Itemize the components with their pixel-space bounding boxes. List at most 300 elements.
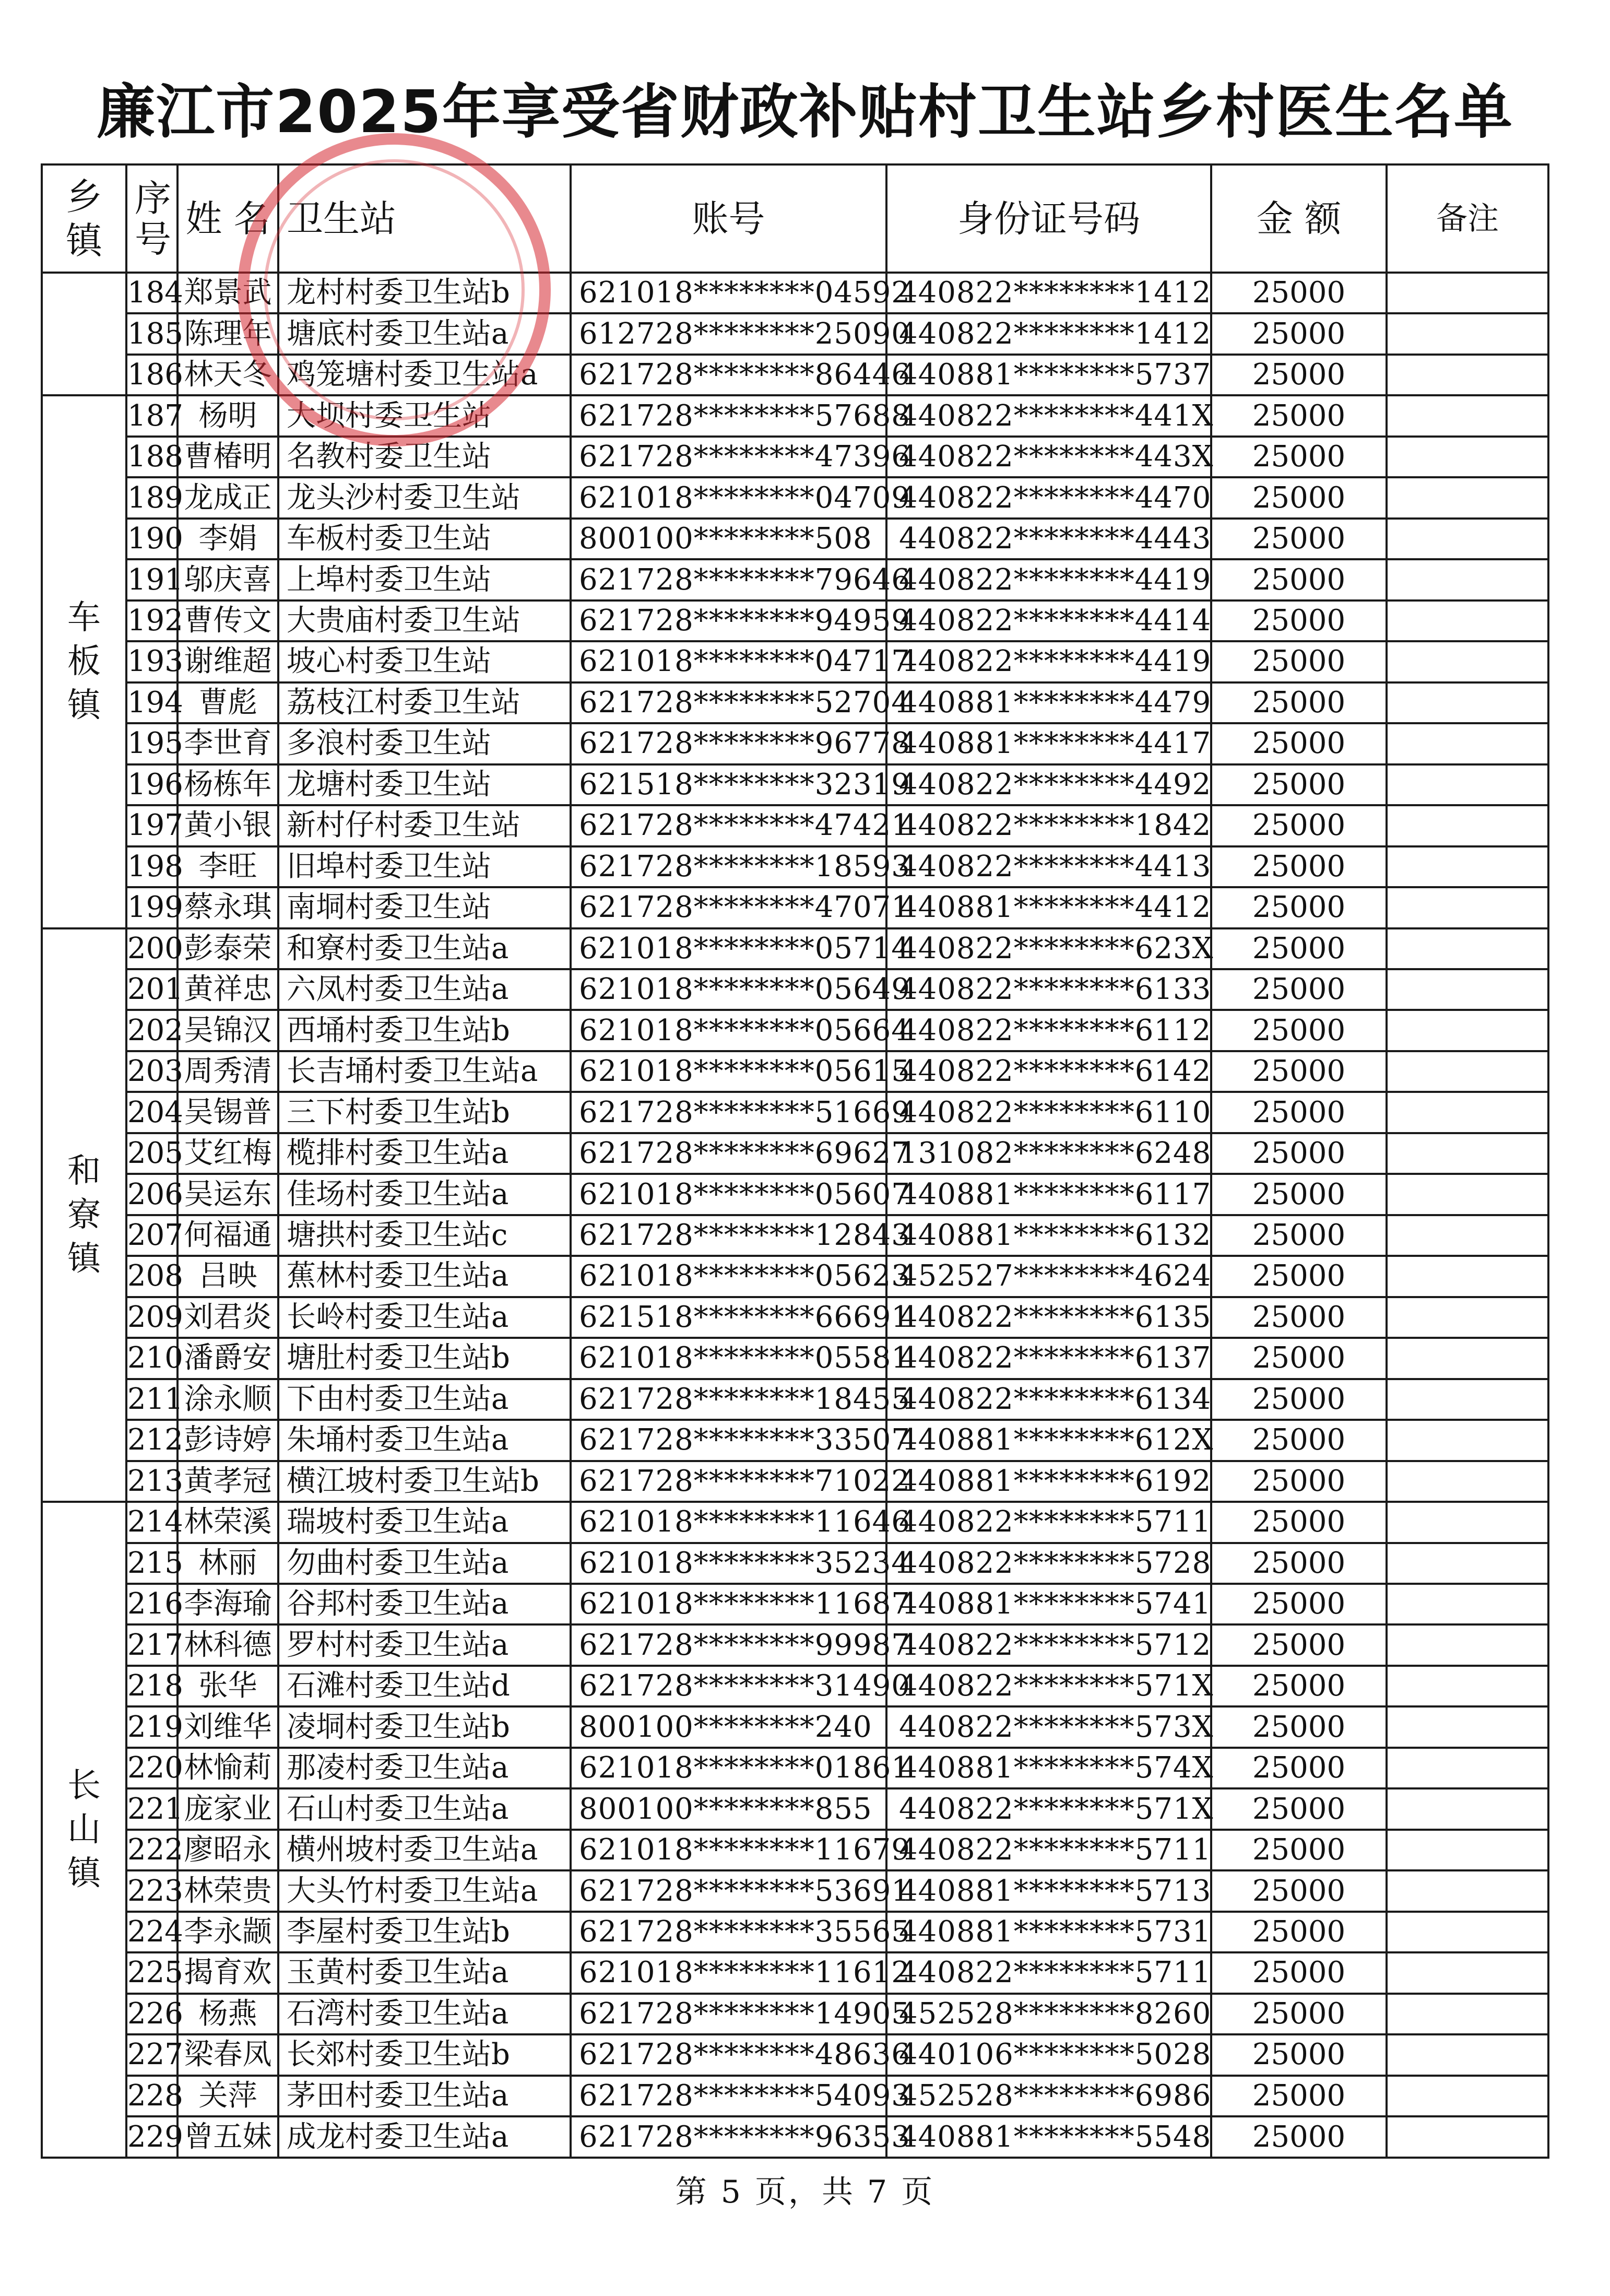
cell-seq: 213 (126, 1461, 177, 1502)
cell-station: 谷邦村委卫生站a (278, 1584, 571, 1624)
cell-amount: 25000 (1211, 1092, 1387, 1133)
cell-account: 621728********33507 (571, 1420, 886, 1461)
cell-station: 旧埠村委卫生站 (278, 846, 571, 887)
cell-account: 621018********05615 (571, 1051, 886, 1092)
cell-name: 彭泰荣 (177, 928, 278, 969)
cell-amount: 25000 (1211, 1420, 1387, 1461)
cell-seq: 209 (126, 1297, 177, 1338)
table-row (42, 1666, 1548, 1706)
table-row (42, 682, 1548, 723)
cell-account: 621728********35565 (571, 1912, 886, 1952)
cell-note (1387, 1788, 1548, 1829)
cell-id-number: 440822********443X (886, 437, 1211, 477)
cell-station: 石湾村委卫生站a (278, 1994, 571, 2034)
cell-account: 621728********47396 (571, 437, 886, 477)
cell-station: 凌垌村委卫生站b (278, 1706, 571, 1747)
cell-amount: 25000 (1211, 1584, 1387, 1624)
cell-name: 曹传文 (177, 601, 278, 641)
cell-amount: 25000 (1211, 1256, 1387, 1297)
cell-name: 林荣溪 (177, 1502, 278, 1543)
cell-id-number: 440881********6132 (886, 1215, 1211, 1256)
cell-note (1387, 682, 1548, 723)
cell-amount: 25000 (1211, 1133, 1387, 1174)
cell-station: 下由村委卫生站a (278, 1379, 571, 1420)
table-row (42, 1338, 1548, 1379)
cell-name: 刘君炎 (177, 1297, 278, 1338)
cell-amount: 25000 (1211, 519, 1387, 559)
table-row (42, 601, 1548, 641)
cell-note (1387, 1461, 1548, 1502)
cell-note (1387, 601, 1548, 641)
cell-id-number: 440881********6117 (886, 1174, 1211, 1215)
cell-account: 621018********04592 (571, 273, 886, 313)
table-row (42, 1952, 1548, 1993)
cell-name: 曾五妹 (177, 2116, 278, 2158)
cell-account: 621728********18593 (571, 846, 886, 887)
cell-seq: 228 (126, 2076, 177, 2116)
cell-amount: 25000 (1211, 2034, 1387, 2075)
cell-seq: 216 (126, 1584, 177, 1624)
cell-amount: 25000 (1211, 682, 1387, 723)
cell-seq: 215 (126, 1543, 177, 1584)
cell-station: 塘肚村委卫生站b (278, 1338, 571, 1379)
cell-amount: 25000 (1211, 1215, 1387, 1256)
cell-name: 黄祥忠 (177, 969, 278, 1010)
table-row (42, 1624, 1548, 1665)
cell-station: 长岭村委卫生站a (278, 1297, 571, 1338)
cell-id-number: 440822********1412 (886, 313, 1211, 354)
cell-seq: 186 (126, 355, 177, 395)
cell-account: 621018********05664 (571, 1010, 886, 1051)
cell-seq: 214 (126, 1502, 177, 1543)
cell-note (1387, 1748, 1548, 1788)
cell-station: 长吉埇村委卫生站a (278, 1051, 571, 1092)
cell-station: 龙头沙村委卫生站 (278, 477, 571, 518)
cell-id-number: 452527********4624 (886, 1256, 1211, 1297)
cell-note (1387, 1870, 1548, 1911)
cell-amount: 25000 (1211, 1543, 1387, 1584)
cell-note (1387, 1092, 1548, 1133)
cell-name: 何福通 (177, 1215, 278, 1256)
cell-note (1387, 2034, 1548, 2075)
table-row (42, 969, 1548, 1010)
cell-account: 621018********05649 (571, 969, 886, 1010)
cell-station: 和寮村委卫生站a (278, 928, 571, 969)
cell-station: 大贵庙村委卫生站 (278, 601, 571, 641)
cell-seq: 189 (126, 477, 177, 518)
cell-name: 谢维超 (177, 641, 278, 682)
cell-account: 621018********05581 (571, 1338, 886, 1379)
table-row (42, 273, 1548, 313)
table-row (42, 805, 1548, 846)
cell-station: 多浪村委卫生站 (278, 723, 571, 764)
cell-note (1387, 928, 1548, 969)
cell-note (1387, 1051, 1548, 1092)
roster-body (42, 273, 1548, 2158)
cell-id-number: 440881********4479 (886, 682, 1211, 723)
cell-amount: 25000 (1211, 1051, 1387, 1092)
cell-name: 曹椿明 (177, 437, 278, 477)
cell-id-number: 440822********4419 (886, 559, 1211, 600)
cell-town (42, 273, 126, 395)
cell-seq: 202 (126, 1010, 177, 1051)
cell-name: 郑景武 (177, 273, 278, 313)
cell-station: 长郊村委卫生站b (278, 2034, 571, 2075)
cell-name: 庞家业 (177, 1788, 278, 1829)
cell-note (1387, 1379, 1548, 1420)
cell-account: 621018********05714 (571, 928, 886, 969)
table-row (42, 1788, 1548, 1829)
cell-station: 六凤村委卫生站a (278, 969, 571, 1010)
cell-account: 621728********96778 (571, 723, 886, 764)
cell-seq: 210 (126, 1338, 177, 1379)
cell-note (1387, 1830, 1548, 1870)
cell-seq: 184 (126, 273, 177, 313)
cell-station: 新村仔村委卫生站 (278, 805, 571, 846)
table-row (42, 1706, 1548, 1747)
cell-station: 朱埇村委卫生站a (278, 1420, 571, 1461)
cell-station: 瑞坡村委卫生站a (278, 1502, 571, 1543)
cell-amount: 25000 (1211, 559, 1387, 600)
cell-note (1387, 2116, 1548, 2158)
cell-id-number: 440822********4470 (886, 477, 1211, 518)
cell-id-number: 440881********574X (886, 1748, 1211, 1788)
table-row (42, 519, 1548, 559)
table-header-row (42, 164, 1548, 273)
cell-note (1387, 395, 1548, 436)
table-row (42, 1584, 1548, 1624)
cell-id-number: 452528********8260 (886, 1994, 1211, 2034)
cell-amount: 25000 (1211, 1952, 1387, 1993)
cell-note (1387, 477, 1548, 518)
cell-amount: 25000 (1211, 395, 1387, 436)
cell-note (1387, 1666, 1548, 1706)
cell-town: 和寮镇 (42, 928, 126, 1502)
cell-note (1387, 723, 1548, 764)
cell-account: 621728********48636 (571, 2034, 886, 2075)
cell-note (1387, 2076, 1548, 2116)
cell-station: 罗村村委卫生站a (278, 1624, 571, 1665)
cell-seq: 195 (126, 723, 177, 764)
cell-name: 梁春凤 (177, 2034, 278, 2075)
cell-id-number: 440881********612X (886, 1420, 1211, 1461)
cell-station: 鸡笼塘村委卫生站a (278, 355, 571, 395)
cell-id-number: 440881********5741 (886, 1584, 1211, 1624)
cell-account: 621728********47071 (571, 887, 886, 928)
cell-name: 涂永顺 (177, 1379, 278, 1420)
cell-note (1387, 1338, 1548, 1379)
cell-station: 李屋村委卫生站b (278, 1912, 571, 1952)
cell-seq: 201 (126, 969, 177, 1010)
cell-name: 吴锦汉 (177, 1010, 278, 1051)
cell-seq: 204 (126, 1092, 177, 1133)
cell-id-number: 440881********5737 (886, 355, 1211, 395)
cell-account: 621728********52704 (571, 682, 886, 723)
table-row (42, 1830, 1548, 1870)
cell-id-number: 440822********441X (886, 395, 1211, 436)
cell-account: 800100********855 (571, 1788, 886, 1829)
cell-id-number: 440822********6110 (886, 1092, 1211, 1133)
cell-seq: 203 (126, 1051, 177, 1092)
cell-amount: 25000 (1211, 641, 1387, 682)
cell-note (1387, 846, 1548, 887)
cell-name: 周秀清 (177, 1051, 278, 1092)
cell-station: 塘拱村委卫生站c (278, 1215, 571, 1256)
cell-station: 大坝村委卫生站 (278, 395, 571, 436)
cell-id-number: 440822********5711 (886, 1952, 1211, 1993)
cell-amount: 25000 (1211, 1502, 1387, 1543)
cell-name: 廖昭永 (177, 1830, 278, 1870)
cell-seq: 187 (126, 395, 177, 436)
cell-id-number: 440822********5728 (886, 1543, 1211, 1584)
cell-amount: 25000 (1211, 2116, 1387, 2158)
cell-seq: 206 (126, 1174, 177, 1215)
table-row (42, 1461, 1548, 1502)
cell-name: 林愉莉 (177, 1748, 278, 1788)
cell-amount: 25000 (1211, 437, 1387, 477)
cell-account: 621518********32319 (571, 764, 886, 805)
cell-station: 茅田村委卫生站a (278, 2076, 571, 2116)
cell-note (1387, 313, 1548, 354)
cell-seq: 218 (126, 1666, 177, 1706)
cell-station: 南垌村委卫生站 (278, 887, 571, 928)
table-row (42, 1543, 1548, 1584)
cell-account: 800100********508 (571, 519, 886, 559)
cell-station: 上埠村委卫生站 (278, 559, 571, 600)
table-row (42, 313, 1548, 354)
cell-note (1387, 437, 1548, 477)
table-row (42, 1870, 1548, 1911)
cell-station: 蕉林村委卫生站a (278, 1256, 571, 1297)
cell-id-number: 440822********5712 (886, 1624, 1211, 1665)
cell-id-number: 440822********6134 (886, 1379, 1211, 1420)
table-row (42, 395, 1548, 436)
cell-station: 名教村委卫生站 (278, 437, 571, 477)
cell-station: 石山村委卫生站a (278, 1788, 571, 1829)
cell-name: 龙成正 (177, 477, 278, 518)
cell-account: 621728********31490 (571, 1666, 886, 1706)
cell-id-number: 440822********4413 (886, 846, 1211, 887)
cell-amount: 25000 (1211, 1338, 1387, 1379)
cell-name: 林丽 (177, 1543, 278, 1584)
cell-name: 黄小银 (177, 805, 278, 846)
cell-account: 621018********11646 (571, 1502, 886, 1543)
cell-seq: 199 (126, 887, 177, 928)
cell-amount: 25000 (1211, 1706, 1387, 1747)
cell-note (1387, 1502, 1548, 1543)
header-station: 卫生站 (278, 164, 571, 273)
cell-station: 成龙村委卫生站a (278, 2116, 571, 2158)
cell-account: 621728********99987 (571, 1624, 886, 1665)
cell-name: 林科德 (177, 1624, 278, 1665)
cell-amount: 25000 (1211, 1174, 1387, 1215)
cell-account: 612728********25090 (571, 313, 886, 354)
header-id-number: 身份证号码 (886, 164, 1211, 273)
cell-seq: 192 (126, 601, 177, 641)
cell-id-number: 440822********4443 (886, 519, 1211, 559)
cell-note (1387, 273, 1548, 313)
cell-amount: 25000 (1211, 2076, 1387, 2116)
cell-station: 西埇村委卫生站b (278, 1010, 571, 1051)
cell-id-number: 440822********1412 (886, 273, 1211, 313)
cell-amount: 25000 (1211, 1912, 1387, 1952)
cell-seq: 188 (126, 437, 177, 477)
cell-id-number: 440822********5711 (886, 1830, 1211, 1870)
cell-id-number: 440822********5711 (886, 1502, 1211, 1543)
cell-station: 佳场村委卫生站a (278, 1174, 571, 1215)
cell-seq: 193 (126, 641, 177, 682)
header-town: 乡镇 (42, 164, 126, 273)
cell-name: 黄孝冠 (177, 1461, 278, 1502)
cell-town: 长山镇 (42, 1502, 126, 2158)
cell-note (1387, 1994, 1548, 2034)
cell-id-number: 440822********4414 (886, 601, 1211, 641)
cell-amount: 25000 (1211, 273, 1387, 313)
cell-station: 勿曲村委卫生站a (278, 1543, 571, 1584)
cell-seq: 225 (126, 1952, 177, 1993)
document-title: 廉江市2025年享受省财政补贴村卫生站乡村医生名单 (97, 78, 1513, 146)
page-number-footer: 第 5 页，共 7 页 (675, 2174, 935, 2210)
doctor-roster-table (41, 163, 1549, 2159)
cell-seq: 185 (126, 313, 177, 354)
cell-name: 潘爵安 (177, 1338, 278, 1379)
cell-name: 林天冬 (177, 355, 278, 395)
cell-name: 吴运东 (177, 1174, 278, 1215)
table-row (42, 2116, 1548, 2158)
cell-id-number: 452528********6986 (886, 2076, 1211, 2116)
cell-note (1387, 559, 1548, 600)
cell-seq: 227 (126, 2034, 177, 2075)
cell-note (1387, 887, 1548, 928)
cell-amount: 25000 (1211, 1830, 1387, 1870)
cell-amount: 25000 (1211, 1010, 1387, 1051)
table-row (42, 355, 1548, 395)
cell-id-number: 440881********5548 (886, 2116, 1211, 2158)
cell-seq: 205 (126, 1133, 177, 1174)
cell-amount: 25000 (1211, 1624, 1387, 1665)
cell-name: 张华 (177, 1666, 278, 1706)
cell-name: 邬庆喜 (177, 559, 278, 600)
cell-amount: 25000 (1211, 601, 1387, 641)
cell-note (1387, 1952, 1548, 1993)
table-row (42, 641, 1548, 682)
cell-station: 那凌村委卫生站a (278, 1748, 571, 1788)
cell-station: 塘底村委卫生站a (278, 313, 571, 354)
cell-account: 621728********69627 (571, 1133, 886, 1174)
cell-account: 621728********94959 (571, 601, 886, 641)
table-row (42, 1051, 1548, 1092)
cell-account: 621728********96353 (571, 2116, 886, 2158)
cell-account: 621728********51669 (571, 1092, 886, 1133)
cell-station: 横江坡村委卫生站b (278, 1461, 571, 1502)
cell-amount: 25000 (1211, 355, 1387, 395)
cell-amount: 25000 (1211, 846, 1387, 887)
cell-account: 621728********57688 (571, 395, 886, 436)
cell-amount: 25000 (1211, 313, 1387, 354)
header-note: 备注 (1387, 164, 1548, 273)
cell-account: 621518********66691 (571, 1297, 886, 1338)
cell-amount: 25000 (1211, 477, 1387, 518)
table-row (42, 764, 1548, 805)
cell-name: 李娟 (177, 519, 278, 559)
cell-account: 621018********05623 (571, 1256, 886, 1297)
cell-seq: 190 (126, 519, 177, 559)
table-row (42, 723, 1548, 764)
cell-amount: 25000 (1211, 1461, 1387, 1502)
table-row (42, 2076, 1548, 2116)
cell-seq: 207 (126, 1215, 177, 1256)
cell-amount: 25000 (1211, 1379, 1387, 1420)
cell-id-number: 440881********4417 (886, 723, 1211, 764)
table-row (42, 477, 1548, 518)
cell-note (1387, 1297, 1548, 1338)
cell-id-number: 440822********6135 (886, 1297, 1211, 1338)
cell-name: 吴锡普 (177, 1092, 278, 1133)
cell-amount: 25000 (1211, 1870, 1387, 1911)
cell-name: 李永颛 (177, 1912, 278, 1952)
cell-account: 621728********14905 (571, 1994, 886, 2034)
cell-note (1387, 1174, 1548, 1215)
cell-account: 621728********53691 (571, 1870, 886, 1911)
cell-account: 621728********18455 (571, 1379, 886, 1420)
table-row (42, 437, 1548, 477)
table-row (42, 1092, 1548, 1133)
cell-account: 621728********12843 (571, 1215, 886, 1256)
cell-id-number: 440822********4419 (886, 641, 1211, 682)
cell-seq: 217 (126, 1624, 177, 1665)
cell-seq: 200 (126, 928, 177, 969)
cell-id-number: 440881********5713 (886, 1870, 1211, 1911)
table-row (42, 1912, 1548, 1952)
cell-seq: 219 (126, 1706, 177, 1747)
cell-amount: 25000 (1211, 764, 1387, 805)
cell-account: 621018********11687 (571, 1584, 886, 1624)
cell-amount: 25000 (1211, 1994, 1387, 2034)
cell-amount: 25000 (1211, 1297, 1387, 1338)
table-row (42, 928, 1548, 969)
header-account: 账号 (571, 164, 886, 273)
cell-name: 杨燕 (177, 1994, 278, 2034)
cell-id-number: 131082********6248 (886, 1133, 1211, 1174)
cell-seq: 208 (126, 1256, 177, 1297)
cell-amount: 25000 (1211, 723, 1387, 764)
cell-note (1387, 1256, 1548, 1297)
cell-account: 621018********01861 (571, 1748, 886, 1788)
cell-name: 吕映 (177, 1256, 278, 1297)
cell-account: 800100********240 (571, 1706, 886, 1747)
cell-amount: 25000 (1211, 1748, 1387, 1788)
cell-note (1387, 805, 1548, 846)
cell-id-number: 440881********4412 (886, 887, 1211, 928)
cell-account: 621728********71022 (571, 1461, 886, 1502)
cell-name: 林荣贵 (177, 1870, 278, 1911)
cell-seq: 191 (126, 559, 177, 600)
cell-station: 横州坡村委卫生站a (278, 1830, 571, 1870)
cell-amount: 25000 (1211, 1666, 1387, 1706)
cell-id-number: 440822********6112 (886, 1010, 1211, 1051)
cell-name: 李世育 (177, 723, 278, 764)
table-row (42, 1010, 1548, 1051)
table-row (42, 1215, 1548, 1256)
cell-seq: 229 (126, 2116, 177, 2158)
table-row (42, 1174, 1548, 1215)
cell-account: 621018********35234 (571, 1543, 886, 1584)
cell-note (1387, 969, 1548, 1010)
cell-account: 621728********47421 (571, 805, 886, 846)
header-name: 姓 名 (177, 164, 278, 273)
cell-station: 玉黄村委卫生站a (278, 1952, 571, 1993)
cell-amount: 25000 (1211, 928, 1387, 969)
